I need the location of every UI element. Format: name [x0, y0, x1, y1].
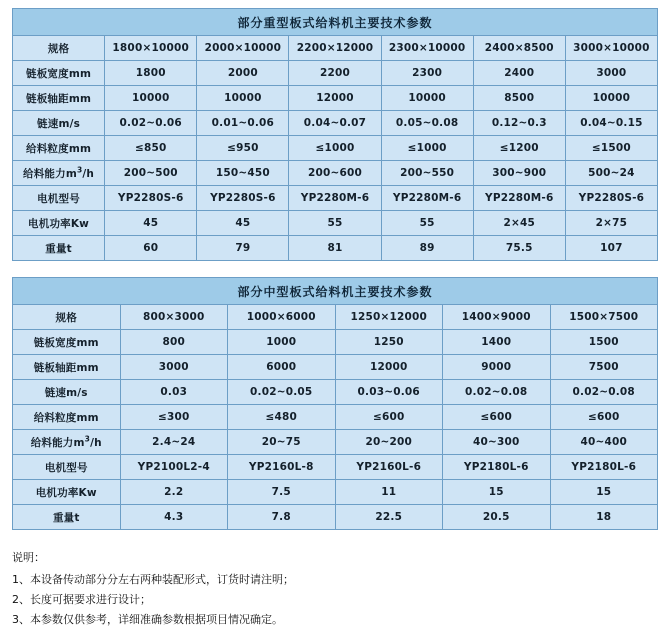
cell: 2400: [473, 61, 565, 86]
cell: 12000: [335, 355, 443, 380]
table-row: [13, 136, 658, 161]
heavy-duty-column-1: 1800×10000: [105, 36, 197, 61]
cell: ≤480: [228, 405, 336, 430]
cell: 0.03: [120, 380, 228, 405]
cell: 0.02~0.06: [105, 111, 197, 136]
cell: 7.8: [228, 505, 336, 530]
table-row: [13, 405, 658, 430]
heavy-duty-column-5: 2400×8500: [473, 36, 565, 61]
row-label: 电机功率Kw: [13, 480, 121, 505]
heavy-duty-column-3: 2200×12000: [289, 36, 381, 61]
medium-duty-table-body: [13, 278, 658, 530]
medium-duty-spec-table: [12, 277, 658, 530]
cell: YP2280M-6: [473, 186, 565, 211]
heavy-duty-spec-table: [12, 8, 658, 261]
table-row: [13, 236, 658, 261]
table-row: [13, 355, 658, 380]
cell: 40~300: [443, 430, 551, 455]
cell: 45: [197, 211, 289, 236]
row-label: [13, 161, 105, 186]
cell: 0.03~0.06: [335, 380, 443, 405]
cell: 2000: [197, 61, 289, 86]
cell: 18: [550, 505, 658, 530]
row-label: 链速m/s: [13, 380, 121, 405]
cell: YP2280S-6: [565, 186, 657, 211]
row-label-text: 给料能力m: [30, 436, 85, 449]
note-line-1: 1、本设备传动部分分左右两种装配形式，订货时请注明；: [12, 573, 294, 586]
cell: YP2160L-6: [335, 455, 443, 480]
medium-duty-column-2: 1000×6000: [228, 305, 336, 330]
medium-duty-header-row: [13, 305, 658, 330]
row-label: 重量t: [13, 236, 105, 261]
cell: 4.3: [120, 505, 228, 530]
heavy-duty-column-6: 3000×10000: [565, 36, 657, 61]
medium-duty-column-3: 1250×12000: [335, 305, 443, 330]
heavy-duty-column-2: 2000×10000: [197, 36, 289, 61]
medium-duty-title-row: [13, 278, 658, 305]
table-row: [13, 330, 658, 355]
cell: 20~75: [228, 430, 336, 455]
cell: 0.02~0.05: [228, 380, 336, 405]
cell: 0.02~0.08: [443, 380, 551, 405]
row-label: 给料粒度mm: [13, 405, 121, 430]
cell: 89: [381, 236, 473, 261]
row-label-tail: /h: [90, 436, 102, 449]
cell: 45: [105, 211, 197, 236]
table-row: [13, 380, 658, 405]
cell: 60: [105, 236, 197, 261]
cell: 200~550: [381, 161, 473, 186]
table-row: [13, 111, 658, 136]
cell: 12000: [289, 86, 381, 111]
table-row: [13, 186, 658, 211]
table-row: [13, 61, 658, 86]
cell: 7500: [550, 355, 658, 380]
cell: 20~200: [335, 430, 443, 455]
row-label: 链速m/s: [13, 111, 105, 136]
note-line-2: 2、长度可据要求进行设计；: [12, 593, 151, 606]
cell: 0.02~0.08: [550, 380, 658, 405]
table-row: [13, 455, 658, 480]
cell: 6000: [228, 355, 336, 380]
heavy-duty-column-4: 2300×10000: [381, 36, 473, 61]
cell: 2×75: [565, 211, 657, 236]
medium-duty-column-4: 1400×9000: [443, 305, 551, 330]
cell: 200~600: [289, 161, 381, 186]
cell: 0.04~0.15: [565, 111, 657, 136]
medium-duty-column-header-label: 规格: [13, 305, 121, 330]
cell: 2.4~24: [120, 430, 228, 455]
cell: 10000: [197, 86, 289, 111]
cell: ≤600: [550, 405, 658, 430]
row-label: 链板宽度mm: [13, 61, 105, 86]
table-row: [13, 505, 658, 530]
heavy-duty-title-row: [13, 9, 658, 36]
table-row: [13, 480, 658, 505]
cell: ≤1000: [381, 136, 473, 161]
cell: 2300: [381, 61, 473, 86]
cell: 7.5: [228, 480, 336, 505]
row-label-superscript: 3: [84, 434, 91, 443]
row-label-superscript: 3: [76, 165, 83, 174]
cell: 1500: [550, 330, 658, 355]
row-label: 电机型号: [13, 455, 121, 480]
row-label: 给料粒度mm: [13, 136, 105, 161]
row-label: 重量t: [13, 505, 121, 530]
cell: 8500: [473, 86, 565, 111]
cell: 1400: [443, 330, 551, 355]
medium-duty-column-5: 1500×7500: [550, 305, 658, 330]
row-label-text: 给料能力m: [23, 167, 77, 180]
medium-duty-table-title: 部分中型板式给料机主要技术参数: [13, 278, 658, 305]
cell: ≤600: [443, 405, 551, 430]
cell: YP2280S-6: [197, 186, 289, 211]
cell: YP2280S-6: [105, 186, 197, 211]
row-label: 链板宽度mm: [13, 330, 121, 355]
cell: 81: [289, 236, 381, 261]
cell: YP2180L-6: [550, 455, 658, 480]
cell: 79: [197, 236, 289, 261]
table-row: [13, 86, 658, 111]
cell: 0.05~0.08: [381, 111, 473, 136]
cell: ≤850: [105, 136, 197, 161]
cell: 150~450: [197, 161, 289, 186]
cell: ≤1500: [565, 136, 657, 161]
cell: 0.04~0.07: [289, 111, 381, 136]
cell: 10000: [105, 86, 197, 111]
row-label: 电机型号: [13, 186, 105, 211]
cell: 9000: [443, 355, 551, 380]
cell: 1250: [335, 330, 443, 355]
cell: YP2280M-6: [289, 186, 381, 211]
notes-title: 说明：: [12, 551, 45, 564]
cell: 10000: [565, 86, 657, 111]
cell: 55: [289, 211, 381, 236]
cell: ≤1200: [473, 136, 565, 161]
row-label: 链板轴距mm: [13, 86, 105, 111]
cell: 3000: [120, 355, 228, 380]
cell: 1000: [228, 330, 336, 355]
heavy-duty-header-row: [13, 36, 658, 61]
heavy-duty-table-body: [13, 9, 658, 261]
cell: 0.01~0.06: [197, 111, 289, 136]
cell: ≤600: [335, 405, 443, 430]
cell: YP2100L2-4: [120, 455, 228, 480]
heavy-duty-column-header-label: 规格: [13, 36, 105, 61]
cell: 55: [381, 211, 473, 236]
table-row: [13, 161, 658, 186]
cell: 2×45: [473, 211, 565, 236]
cell: 2.2: [120, 480, 228, 505]
cell: 2200: [289, 61, 381, 86]
cell: 300~900: [473, 161, 565, 186]
medium-duty-column-1: 800×3000: [120, 305, 228, 330]
note-line-3: 3、本参数仅供参考，详细准确参数根据项目情况确定。: [12, 613, 283, 626]
cell: 107: [565, 236, 657, 261]
cell: 20.5: [443, 505, 551, 530]
cell: 200~500: [105, 161, 197, 186]
cell: 15: [443, 480, 551, 505]
table-gap-divider: [12, 261, 658, 277]
cell: 22.5: [335, 505, 443, 530]
notes-section: [12, 548, 658, 630]
cell: 10000: [381, 86, 473, 111]
cell: 0.12~0.3: [473, 111, 565, 136]
cell: YP2280M-6: [381, 186, 473, 211]
row-label-tail: /h: [82, 167, 95, 180]
cell: 75.5: [473, 236, 565, 261]
cell: 15: [550, 480, 658, 505]
table-row: [13, 430, 658, 455]
heavy-duty-table-title: 部分重型板式给料机主要技术参数: [13, 9, 658, 36]
cell: ≤950: [197, 136, 289, 161]
cell: 11: [335, 480, 443, 505]
cell: YP2180L-6: [443, 455, 551, 480]
table-row: [13, 211, 658, 236]
row-label: 电机功率Kw: [13, 211, 105, 236]
cell: 500~24: [565, 161, 657, 186]
cell: ≤1000: [289, 136, 381, 161]
cell: YP2160L-8: [228, 455, 336, 480]
row-label: 链板轴距mm: [13, 355, 121, 380]
cell: ≤300: [120, 405, 228, 430]
cell: 1800: [105, 61, 197, 86]
cell: 800: [120, 330, 228, 355]
cell: 3000: [565, 61, 657, 86]
row-label: [13, 430, 121, 455]
cell: 40~400: [550, 430, 658, 455]
